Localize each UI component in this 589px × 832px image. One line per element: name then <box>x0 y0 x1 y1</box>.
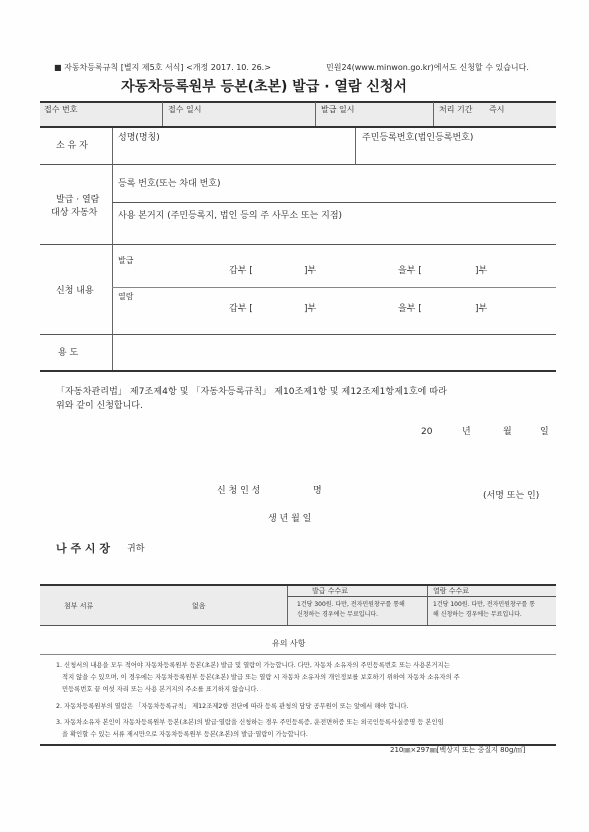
issue-eul-copies-field[interactable]: ]부 <box>475 266 488 276</box>
vehicle-section-label-line1: 발급 · 열람 <box>56 195 100 205</box>
note-1-line3: 민등록번호 끝 여섯 자리 또는 사용 본거지의 주소를 표기하지 않습니다. <box>62 686 259 693</box>
view-gap-label: 갑부 [ <box>229 304 253 314</box>
birth-date-label: 생 년 월 일 <box>268 514 312 524</box>
issue-fee-line2: 신청하는 경우에는 무료입니다. <box>297 611 379 618</box>
applicant-label: 신 청 인 성 <box>217 486 261 496</box>
date-year-prefix: 20 <box>421 427 433 437</box>
attachment-none: 없음 <box>192 602 206 610</box>
notes-header: 유의 사항 <box>272 639 306 648</box>
legal-statement-line1: 「자동차관리법」 제7조제4항 및 「자동차등록규칙」 제10조제1항 및 제12조제1항제1호에 따라 <box>56 387 447 397</box>
issue-label: 발급 <box>118 256 134 265</box>
attachment-label: 첨부 서류 <box>64 602 94 610</box>
recipient-suffix: 귀하 <box>127 544 145 554</box>
note-1-line2: 적지 않을 수 있으며, 이 경우에는 자동차등록원부 등본(초본) 발급 또는 열람 시 자동차 소유자의 개인정보를 보호하기 위하여 자동차 소유자의 주 <box>62 674 460 681</box>
date-day-label: 일 <box>540 427 549 437</box>
issue-fee-header: 발급 수수료 <box>312 587 349 595</box>
date-year-label: 년 <box>462 427 471 437</box>
table-top-border <box>40 101 556 103</box>
view-fee-line2: 해 신청하는 경우에는 무료입니다. <box>433 611 522 618</box>
purpose-field[interactable] <box>114 338 554 368</box>
form-title: 자동차등록원부 등본(초본) 발급 · 열람 신청서 <box>121 79 407 95</box>
view-label: 열람 <box>118 292 134 301</box>
recipient-name: 나 주 시 장 <box>56 542 110 555</box>
paper-size-note: 210㎜×297㎜[백상지 또는 중질지 80g/㎡] <box>390 746 526 754</box>
issue-gap-label: 갑부 [ <box>229 266 253 276</box>
issue-date-label: 발급 일시 <box>321 105 355 114</box>
note-1-line1: 1. 신청서의 내용을 모두 적어야 자동차등록원부 등본(초본) 발급 및 열람이 가능합니다. 다만, 자동차 소유자의 주민등록번호 또는 사용본거지는 <box>56 662 450 669</box>
view-gap-copies-field[interactable]: ]부 <box>304 304 317 314</box>
base-location-field[interactable]: 사용 본거지 (주민등록지, 법인 등의 주 사무소 또는 지점) <box>118 211 343 221</box>
online-application-note: 민원24(www.minwon.go.kr)에서도 신청할 수 있습니다. <box>326 63 529 72</box>
applicant-name-label: 명 <box>313 486 322 496</box>
note-3-line1: 3. 자동차소유자 본인이 자동차등록원부 등본(초본)의 발급·열람을 신청하는 경우 주민등록증, 운전면허증 또는 외국인등록사실증명 등 본인임 <box>56 719 444 726</box>
form-reference: ■ 자동차등록규칙 [별지 제5호 서식] <개정 2017. 10. 26.> <box>54 63 271 72</box>
issue-fee-line1: 1건당 300원. 다만, 전자민원창구를 통해 <box>297 601 405 608</box>
issue-gap-copies-field[interactable]: ]부 <box>304 266 317 276</box>
view-fee-line1: 1건당 100원. 다만, 전자민원창구를 통 <box>433 601 536 608</box>
request-section-label: 신청 내용 <box>56 286 94 296</box>
receipt-number-label: 접수 번호 <box>44 105 78 114</box>
processing-period-value: 즉시 <box>489 105 505 114</box>
date-month-label: 월 <box>503 427 512 437</box>
owner-name-field[interactable]: 성명(명칭) <box>118 133 160 143</box>
note-3-line2: 을 확인할 수 있는 서류 제시만으로 자동차등록원부 등본(초본)의 발급·열람이 가능합니다. <box>62 731 308 738</box>
view-eul-copies-field[interactable]: ]부 <box>475 304 488 314</box>
note-2: 2. 자동차등록원부의 열람은 「자동차등록규칙」 제12조제2항 전단에 따라 등록 관청의 담당 공무원이 또는 앞에서 해야 합니다. <box>56 703 409 710</box>
vehicle-section-label-line2: 대상 자동차 <box>51 208 98 218</box>
registration-number-field[interactable]: 등록 번호(또는 차대 번호) <box>118 179 221 189</box>
receipt-row-background <box>40 102 556 126</box>
owner-id-number-field[interactable]: 주민등록번호(법인등록번호) <box>362 133 474 143</box>
legal-statement-line2: 위와 같이 신청합니다. <box>56 401 143 411</box>
receipt-date-label: 접수 일시 <box>168 105 202 114</box>
view-fee-header: 열람 수수료 <box>433 587 470 595</box>
purpose-label: 용 도 <box>58 348 79 358</box>
processing-period-label: 처리 기간 <box>439 105 473 114</box>
issue-eul-label: 을부 [ <box>398 266 422 276</box>
owner-section-label: 소 유 자 <box>56 141 88 151</box>
view-eul-label: 을부 [ <box>398 304 422 314</box>
signature-note: (서명 또는 인) <box>483 491 540 501</box>
